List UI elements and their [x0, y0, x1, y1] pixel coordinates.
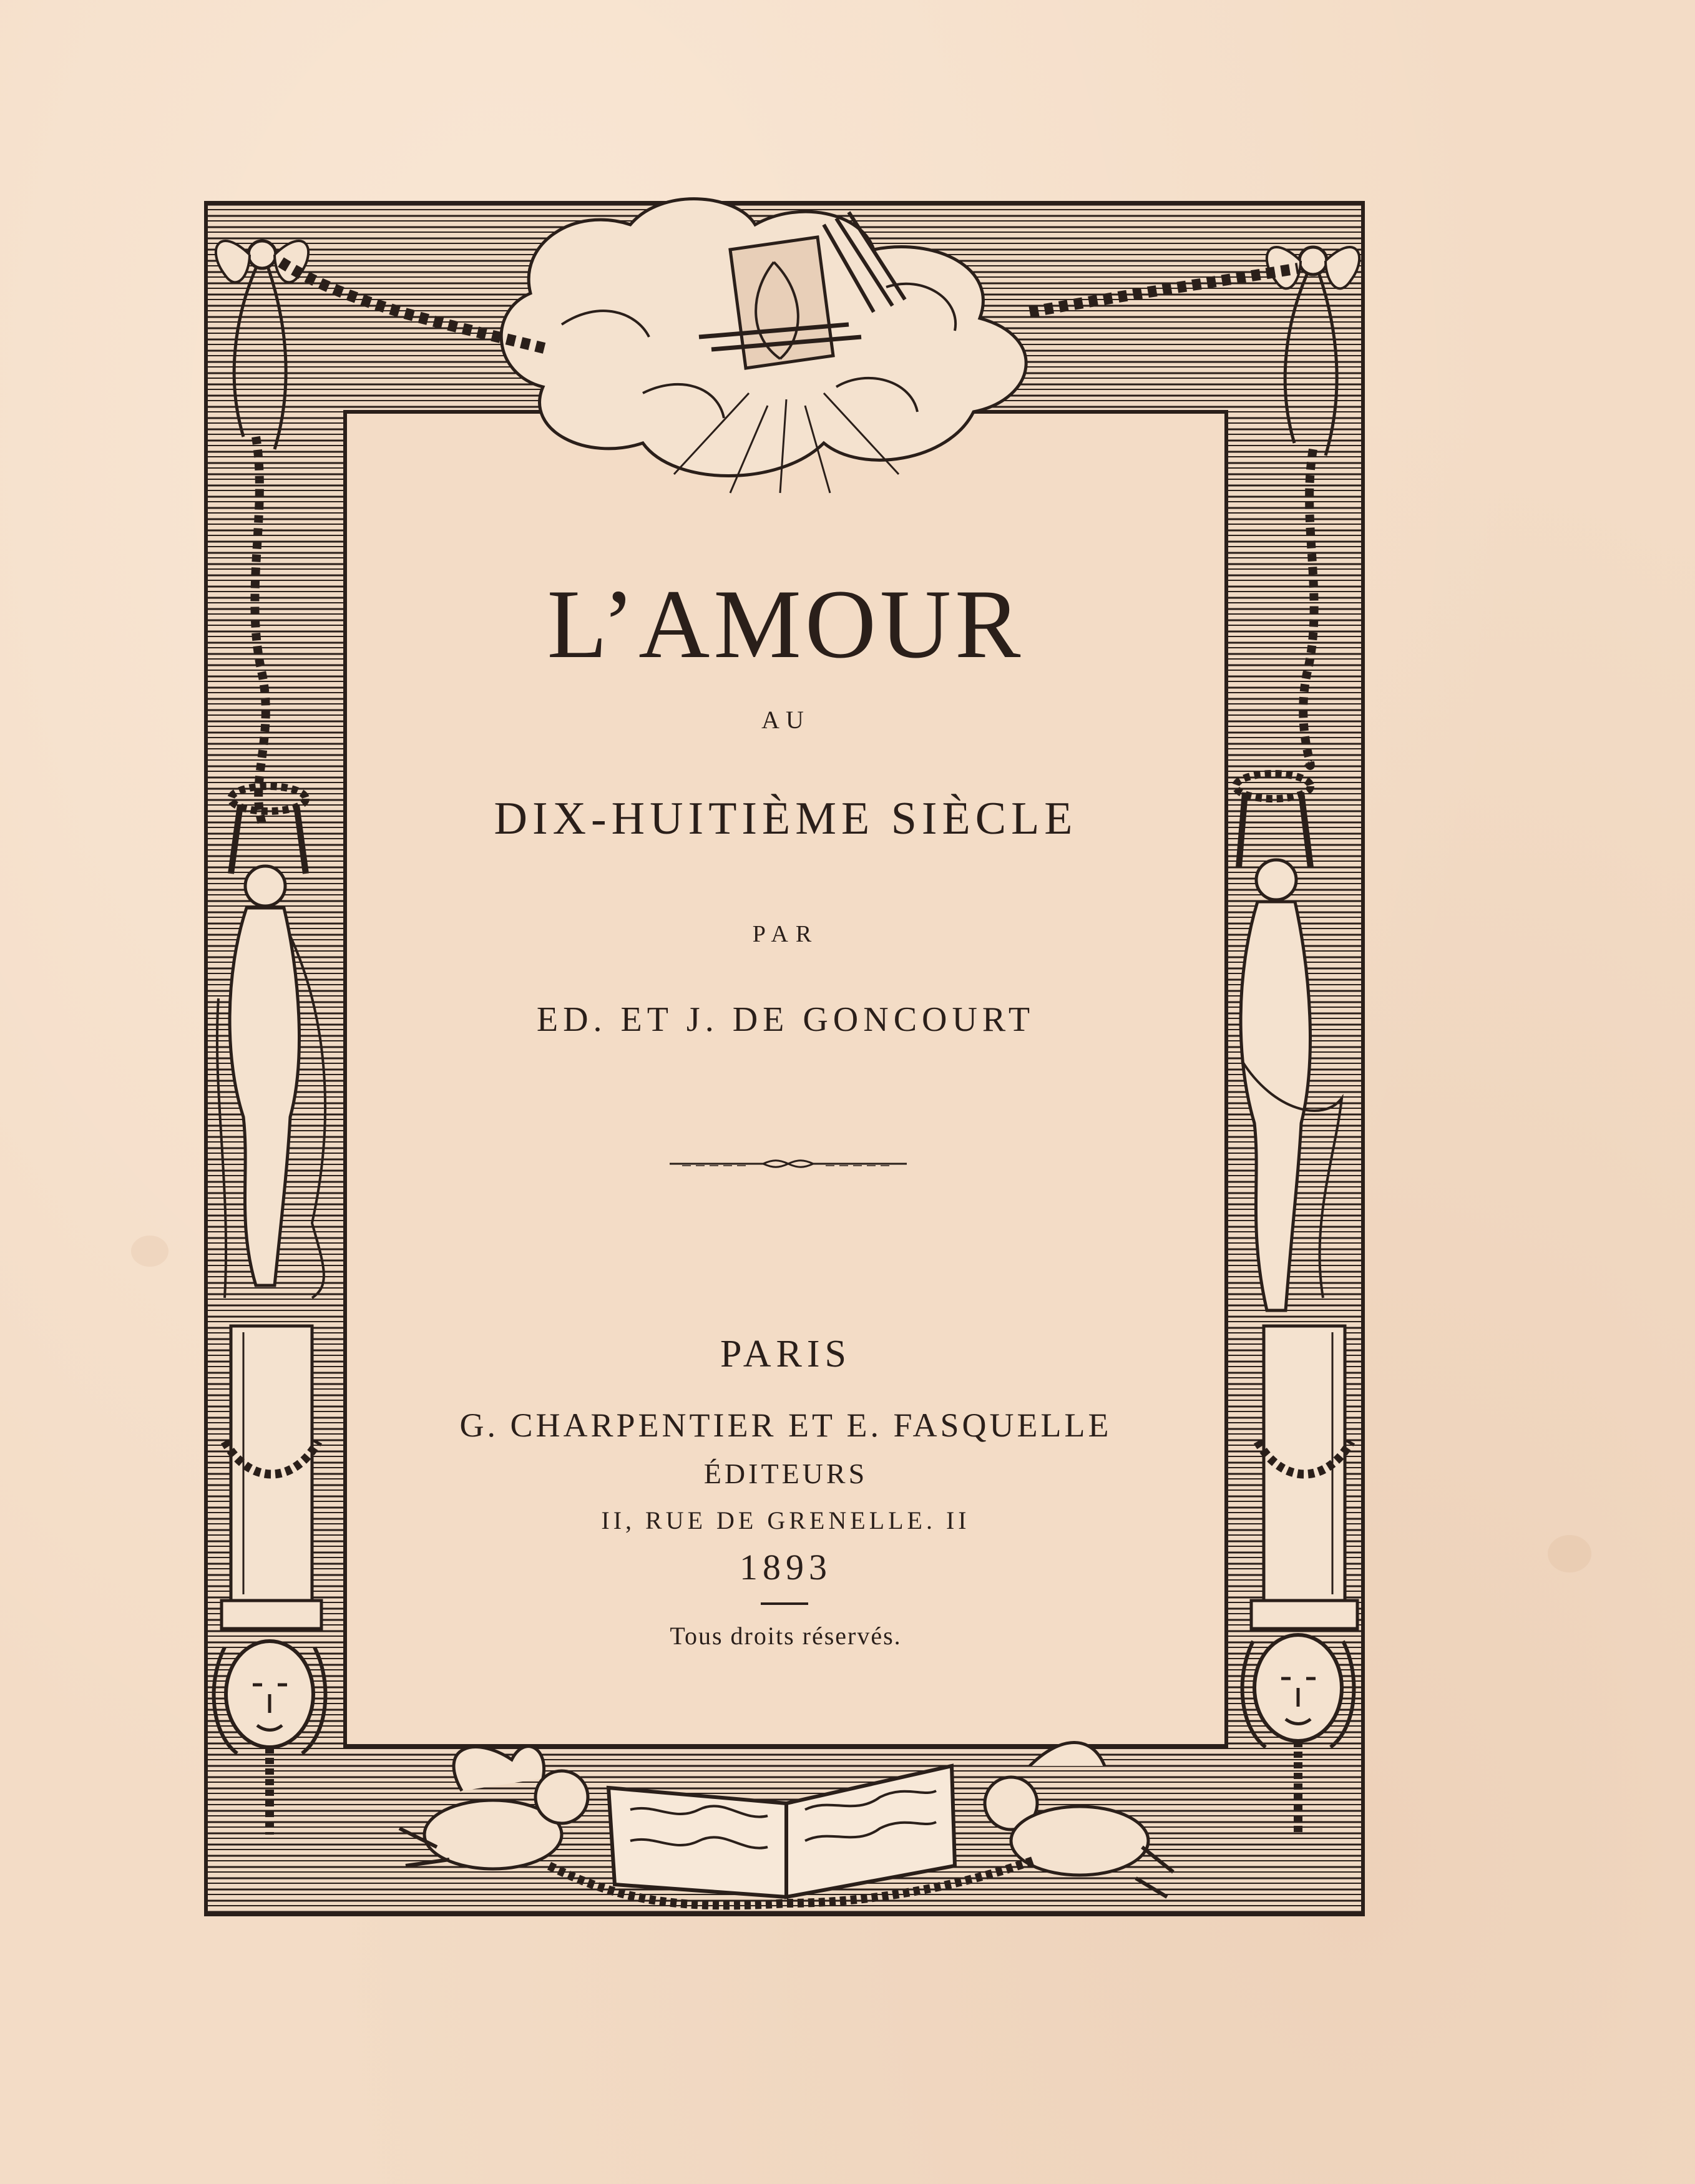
authors: ED. ET J. DE GONCOURT — [536, 1000, 1035, 1039]
book-subtitle: DIX-HUITIÈME SIÈCLE — [494, 793, 1078, 844]
publisher-role: ÉDITEURS — [703, 1458, 868, 1489]
right-pedestal-icon — [1251, 1326, 1357, 1629]
left-pedestal-icon — [222, 1326, 321, 1629]
publisher-address: II, RUE DE GRENELLE. II — [601, 1506, 970, 1534]
book-title: L’AMOUR — [547, 570, 1025, 679]
title-connector: AU — [761, 706, 810, 734]
rights-notice: Tous droits réservés. — [670, 1622, 902, 1650]
ornament-rule-icon — [670, 1154, 907, 1173]
publisher: G. CHARPENTIER ET E. FASQUELLE — [459, 1406, 1112, 1444]
short-rule — [761, 1602, 808, 1605]
title-page-text — [345, 424, 1226, 1735]
by-label: PAR — [752, 921, 819, 947]
publication-place: PARIS — [720, 1333, 852, 1375]
publication-year: 1893 — [740, 1547, 832, 1587]
